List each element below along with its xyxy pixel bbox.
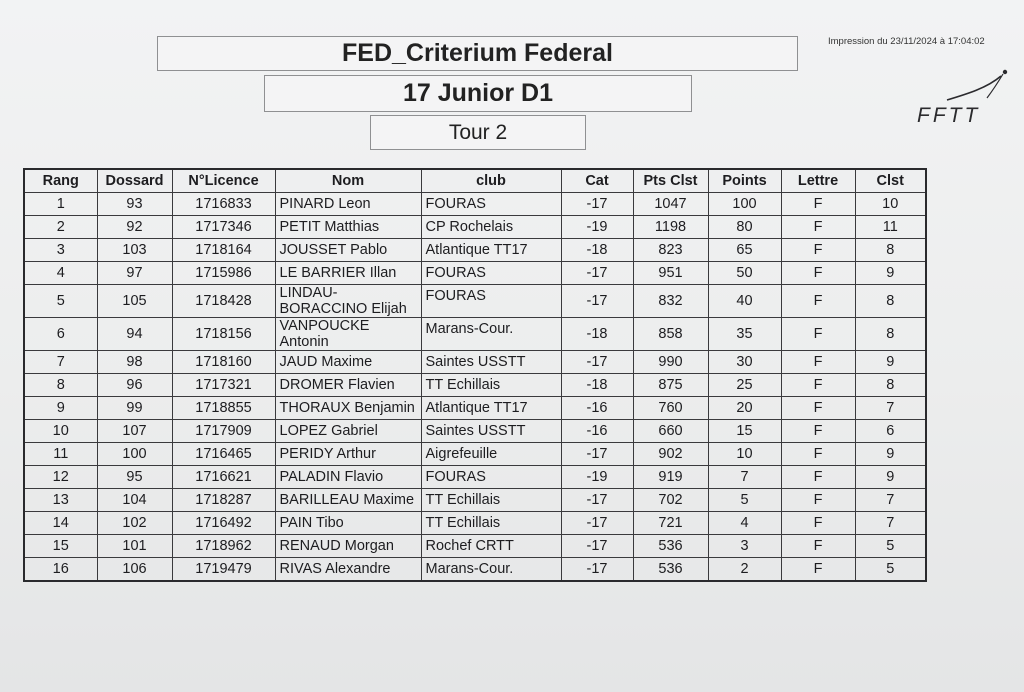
table-row xyxy=(24,512,926,535)
cell-licence: 1718156 xyxy=(172,318,275,351)
cell-dossard: 106 xyxy=(97,558,172,581)
cell-points: 40 xyxy=(708,285,781,318)
cell-licence: 1716465 xyxy=(172,443,275,466)
cell-clst: 10 xyxy=(855,193,926,216)
cell-clst: 7 xyxy=(855,489,926,512)
cell-points: 4 xyxy=(708,512,781,535)
cell-nom: LE BARRIER Illan xyxy=(275,262,421,285)
cell-dossard: 101 xyxy=(97,535,172,558)
cell-points: 15 xyxy=(708,420,781,443)
cell-nom: PERIDY Arthur xyxy=(275,443,421,466)
cell-dossard: 94 xyxy=(97,318,172,351)
table-row xyxy=(24,466,926,489)
cell-clst: 9 xyxy=(855,443,926,466)
cell-points: 25 xyxy=(708,374,781,397)
cell-licence: 1718160 xyxy=(172,351,275,374)
table-row xyxy=(24,318,926,351)
table-header-row xyxy=(24,169,926,193)
cell-lettre: F xyxy=(781,489,855,512)
cell-club: Rochef CRTT xyxy=(421,535,561,558)
column-header-nom: Nom xyxy=(275,169,421,193)
fftt-logo xyxy=(917,66,1013,128)
cell-club: TT Echillais xyxy=(421,512,561,535)
cell-club: FOURAS xyxy=(421,285,561,318)
column-header-pts_clst: Pts Clst xyxy=(633,169,708,193)
cell-points: 50 xyxy=(708,262,781,285)
cell-lettre: F xyxy=(781,285,855,318)
cell-club: TT Echillais xyxy=(421,374,561,397)
cell-pts-clst: 536 xyxy=(633,558,708,581)
cell-points: 100 xyxy=(708,193,781,216)
cell-lettre: F xyxy=(781,262,855,285)
column-header-club: club xyxy=(421,169,561,193)
cell-lettre: F xyxy=(781,216,855,239)
cell-pts-clst: 858 xyxy=(633,318,708,351)
cell-licence: 1718164 xyxy=(172,239,275,262)
cell-licence: 1718962 xyxy=(172,535,275,558)
cell-licence: 1718855 xyxy=(172,397,275,420)
cell-licence: 1718287 xyxy=(172,489,275,512)
cell-licence: 1719479 xyxy=(172,558,275,581)
cell-cat: -17 xyxy=(561,558,633,581)
cell-clst: 7 xyxy=(855,397,926,420)
page-title: FED_Criterium Federal xyxy=(157,36,798,71)
cell-clst: 5 xyxy=(855,535,926,558)
cell-dossard: 104 xyxy=(97,489,172,512)
cell-clst: 9 xyxy=(855,466,926,489)
cell-points: 2 xyxy=(708,558,781,581)
cell-club: FOURAS xyxy=(421,193,561,216)
cell-cat: -17 xyxy=(561,351,633,374)
table-row xyxy=(24,443,926,466)
column-header-lettre: Lettre xyxy=(781,169,855,193)
cell-rang: 2 xyxy=(24,216,97,239)
category-title: 17 Junior D1 xyxy=(264,75,692,112)
cell-rang: 7 xyxy=(24,351,97,374)
cell-cat: -17 xyxy=(561,262,633,285)
cell-lettre: F xyxy=(781,374,855,397)
cell-club: Atlantique TT17 xyxy=(421,239,561,262)
cell-pts-clst: 1198 xyxy=(633,216,708,239)
cell-nom: THORAUX Benjamin xyxy=(275,397,421,420)
table-row xyxy=(24,489,926,512)
cell-nom: DROMER Flavien xyxy=(275,374,421,397)
cell-clst: 8 xyxy=(855,239,926,262)
table-row xyxy=(24,262,926,285)
table-row xyxy=(24,535,926,558)
column-header-points: Points xyxy=(708,169,781,193)
cell-club: FOURAS xyxy=(421,466,561,489)
cell-licence: 1717909 xyxy=(172,420,275,443)
cell-rang: 13 xyxy=(24,489,97,512)
cell-rang: 8 xyxy=(24,374,97,397)
cell-pts-clst: 760 xyxy=(633,397,708,420)
column-header-dossard: Dossard xyxy=(97,169,172,193)
cell-cat: -17 xyxy=(561,443,633,466)
cell-rang: 5 xyxy=(24,285,97,318)
cell-club: Saintes USSTT xyxy=(421,420,561,443)
cell-rang: 15 xyxy=(24,535,97,558)
cell-lettre: F xyxy=(781,318,855,351)
table-row xyxy=(24,216,926,239)
cell-pts-clst: 702 xyxy=(633,489,708,512)
cell-clst: 5 xyxy=(855,558,926,581)
cell-pts-clst: 832 xyxy=(633,285,708,318)
cell-clst: 11 xyxy=(855,216,926,239)
cell-rang: 6 xyxy=(24,318,97,351)
cell-licence: 1717321 xyxy=(172,374,275,397)
cell-lettre: F xyxy=(781,466,855,489)
round-title: Tour 2 xyxy=(370,115,586,150)
cell-club: Marans-Cour. xyxy=(421,318,561,351)
cell-dossard: 105 xyxy=(97,285,172,318)
cell-nom: RIVAS Alexandre xyxy=(275,558,421,581)
cell-club: CP Rochelais xyxy=(421,216,561,239)
cell-club: Aigrefeuille xyxy=(421,443,561,466)
results-table xyxy=(23,168,927,582)
cell-pts-clst: 823 xyxy=(633,239,708,262)
table-row xyxy=(24,285,926,318)
cell-cat: -17 xyxy=(561,193,633,216)
print-date: Impression du 23/11/2024 à 17:04:02 xyxy=(828,36,985,47)
cell-points: 20 xyxy=(708,397,781,420)
table-row xyxy=(24,374,926,397)
column-header-licence: N°Licence xyxy=(172,169,275,193)
cell-lettre: F xyxy=(781,512,855,535)
cell-licence: 1718428 xyxy=(172,285,275,318)
cell-cat: -17 xyxy=(561,285,633,318)
cell-lettre: F xyxy=(781,239,855,262)
cell-rang: 14 xyxy=(24,512,97,535)
cell-dossard: 103 xyxy=(97,239,172,262)
cell-points: 7 xyxy=(708,466,781,489)
cell-dossard: 92 xyxy=(97,216,172,239)
cell-points: 5 xyxy=(708,489,781,512)
cell-nom: PINARD Leon xyxy=(275,193,421,216)
cell-rang: 16 xyxy=(24,558,97,581)
cell-lettre: F xyxy=(781,420,855,443)
cell-clst: 8 xyxy=(855,285,926,318)
cell-dossard: 102 xyxy=(97,512,172,535)
cell-nom: RENAUD Morgan xyxy=(275,535,421,558)
cell-club: Atlantique TT17 xyxy=(421,397,561,420)
cell-club: Saintes USSTT xyxy=(421,351,561,374)
cell-nom: LINDAU-BORACCINO Elijah xyxy=(275,285,421,318)
cell-club: Marans-Cour. xyxy=(421,558,561,581)
cell-rang: 9 xyxy=(24,397,97,420)
cell-pts-clst: 721 xyxy=(633,512,708,535)
cell-cat: -18 xyxy=(561,318,633,351)
cell-points: 10 xyxy=(708,443,781,466)
cell-nom: VANPOUCKE Antonin xyxy=(275,318,421,351)
cell-nom: JOUSSET Pablo xyxy=(275,239,421,262)
cell-clst: 8 xyxy=(855,318,926,351)
cell-rang: 11 xyxy=(24,443,97,466)
cell-rang: 12 xyxy=(24,466,97,489)
table-row xyxy=(24,397,926,420)
cell-pts-clst: 902 xyxy=(633,443,708,466)
cell-licence: 1716833 xyxy=(172,193,275,216)
cell-nom: LOPEZ Gabriel xyxy=(275,420,421,443)
cell-dossard: 99 xyxy=(97,397,172,420)
cell-clst: 9 xyxy=(855,262,926,285)
cell-cat: -17 xyxy=(561,512,633,535)
cell-lettre: F xyxy=(781,351,855,374)
column-header-cat: Cat xyxy=(561,169,633,193)
table-row xyxy=(24,193,926,216)
cell-pts-clst: 990 xyxy=(633,351,708,374)
cell-clst: 7 xyxy=(855,512,926,535)
cell-licence: 1715986 xyxy=(172,262,275,285)
cell-cat: -18 xyxy=(561,374,633,397)
column-header-clst: Clst xyxy=(855,169,926,193)
cell-lettre: F xyxy=(781,193,855,216)
cell-pts-clst: 660 xyxy=(633,420,708,443)
cell-dossard: 107 xyxy=(97,420,172,443)
cell-clst: 8 xyxy=(855,374,926,397)
table-row xyxy=(24,558,926,581)
cell-points: 65 xyxy=(708,239,781,262)
cell-points: 35 xyxy=(708,318,781,351)
cell-dossard: 96 xyxy=(97,374,172,397)
cell-rang: 1 xyxy=(24,193,97,216)
cell-lettre: F xyxy=(781,443,855,466)
cell-clst: 9 xyxy=(855,351,926,374)
cell-pts-clst: 919 xyxy=(633,466,708,489)
cell-points: 3 xyxy=(708,535,781,558)
cell-club: FOURAS xyxy=(421,262,561,285)
cell-points: 30 xyxy=(708,351,781,374)
cell-nom: BARILLEAU Maxime xyxy=(275,489,421,512)
cell-nom: JAUD Maxime xyxy=(275,351,421,374)
cell-dossard: 93 xyxy=(97,193,172,216)
cell-dossard: 97 xyxy=(97,262,172,285)
column-header-rang: Rang xyxy=(24,169,97,193)
cell-cat: -16 xyxy=(561,420,633,443)
table-row xyxy=(24,351,926,374)
cell-cat: -17 xyxy=(561,489,633,512)
logo-text: FFTT xyxy=(917,104,981,127)
cell-clst: 6 xyxy=(855,420,926,443)
cell-licence: 1717346 xyxy=(172,216,275,239)
cell-dossard: 98 xyxy=(97,351,172,374)
cell-pts-clst: 951 xyxy=(633,262,708,285)
cell-points: 80 xyxy=(708,216,781,239)
cell-lettre: F xyxy=(781,558,855,581)
cell-lettre: F xyxy=(781,397,855,420)
cell-licence: 1716492 xyxy=(172,512,275,535)
cell-cat: -16 xyxy=(561,397,633,420)
cell-cat: -17 xyxy=(561,535,633,558)
cell-pts-clst: 1047 xyxy=(633,193,708,216)
cell-rang: 4 xyxy=(24,262,97,285)
table-row xyxy=(24,239,926,262)
ping-pong-swoosh-icon xyxy=(917,66,1013,106)
cell-pts-clst: 536 xyxy=(633,535,708,558)
cell-nom: PALADIN Flavio xyxy=(275,466,421,489)
cell-dossard: 95 xyxy=(97,466,172,489)
cell-rang: 3 xyxy=(24,239,97,262)
cell-nom: PETIT Matthias xyxy=(275,216,421,239)
cell-pts-clst: 875 xyxy=(633,374,708,397)
cell-cat: -19 xyxy=(561,216,633,239)
cell-nom: PAIN Tibo xyxy=(275,512,421,535)
cell-licence: 1716621 xyxy=(172,466,275,489)
cell-cat: -18 xyxy=(561,239,633,262)
cell-rang: 10 xyxy=(24,420,97,443)
cell-club: TT Echillais xyxy=(421,489,561,512)
cell-cat: -19 xyxy=(561,466,633,489)
cell-lettre: F xyxy=(781,535,855,558)
cell-dossard: 100 xyxy=(97,443,172,466)
table-row xyxy=(24,420,926,443)
